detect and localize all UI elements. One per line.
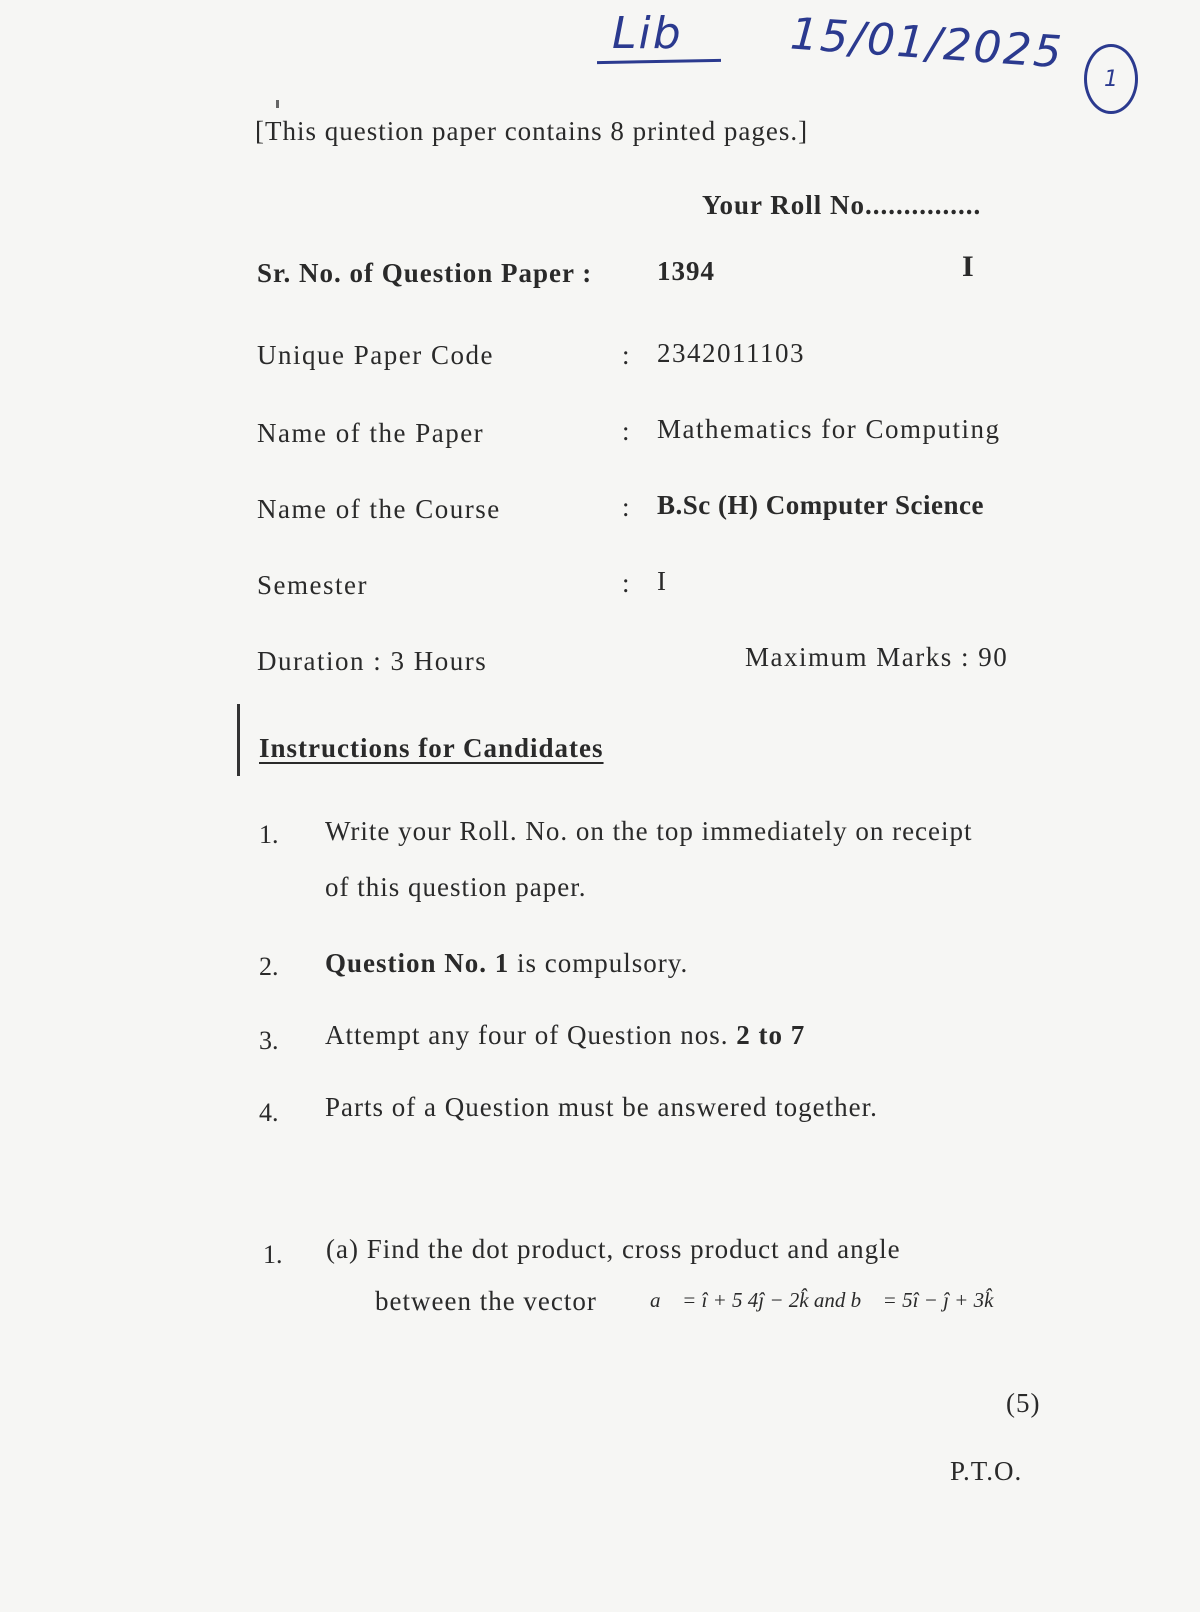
instruction-number: 1. — [259, 820, 279, 849]
sr-no-label: Sr. No. of Question Paper : — [257, 258, 593, 288]
instruction-bold: Question No. 1 — [325, 948, 510, 978]
instruction-text: of this question paper. — [325, 872, 587, 902]
field-colon: : — [622, 492, 630, 522]
field-label-course: Name of the Course — [257, 494, 501, 524]
scan-mark — [276, 100, 279, 108]
handwritten-date: 15/01/2025 — [788, 8, 1066, 79]
instruction-text — [325, 1020, 805, 1051]
instruction-number: 4. — [259, 1098, 279, 1127]
field-colon: : — [622, 568, 630, 598]
margin-mark — [237, 704, 240, 776]
handwritten-underline — [597, 59, 721, 64]
instruction-number: 3. — [259, 1026, 279, 1055]
instructions-heading: Instructions for Candidates — [259, 733, 604, 763]
field-label-semester: Semester — [257, 570, 368, 600]
instruction-rest: is compulsory. — [509, 948, 689, 978]
max-marks: Maximum Marks : 90 — [745, 642, 1009, 672]
roll-number-line: Your Roll No............... — [702, 190, 982, 220]
field-colon: : — [622, 416, 630, 446]
set-code: I — [962, 250, 975, 283]
field-value-paper-name: Mathematics for Computing — [657, 414, 1001, 444]
field-label-paper-name: Name of the Paper — [257, 418, 485, 448]
question-text: between the vector — [375, 1286, 597, 1316]
field-label-paper-code: Unique Paper Code — [257, 340, 494, 370]
question-text: (a) Find the dot product, cross product and angle — [326, 1234, 901, 1264]
pto: P.T.O. — [950, 1456, 1023, 1486]
instruction-number: 2. — [259, 952, 279, 981]
field-colon: : — [622, 340, 630, 370]
instruction-bold: 2 to 7 — [736, 1020, 806, 1050]
field-value-semester: I — [657, 566, 668, 596]
instruction-text — [325, 948, 688, 979]
sr-no-value: 1394 — [657, 256, 715, 286]
field-value-paper-code: 2342011103 — [657, 338, 805, 368]
instruction-plain: Attempt any four of Question nos. — [325, 1020, 737, 1050]
pages-note: [This question paper contains 8 printed pages.] — [255, 116, 809, 146]
question-number: 1. — [263, 1240, 283, 1269]
instruction-text: Parts of a Question must be answered together. — [325, 1092, 878, 1122]
field-value-course: B.Sc (H) Computer Science — [657, 490, 984, 520]
circled-page-number: 1 — [1084, 44, 1138, 114]
instruction-text: Write your Roll. No. on the top immediately on receipt — [325, 816, 973, 846]
duration: Duration : 3 Hours — [257, 646, 488, 676]
question-marks: (5) — [1006, 1388, 1041, 1418]
vector-expression: a⃗ = î + 5 4ĵ − 2k̂ and b⃗ = 5î − ĵ + 3k̂ — [650, 1288, 994, 1312]
handwritten-lib-note: Lib — [612, 8, 683, 59]
